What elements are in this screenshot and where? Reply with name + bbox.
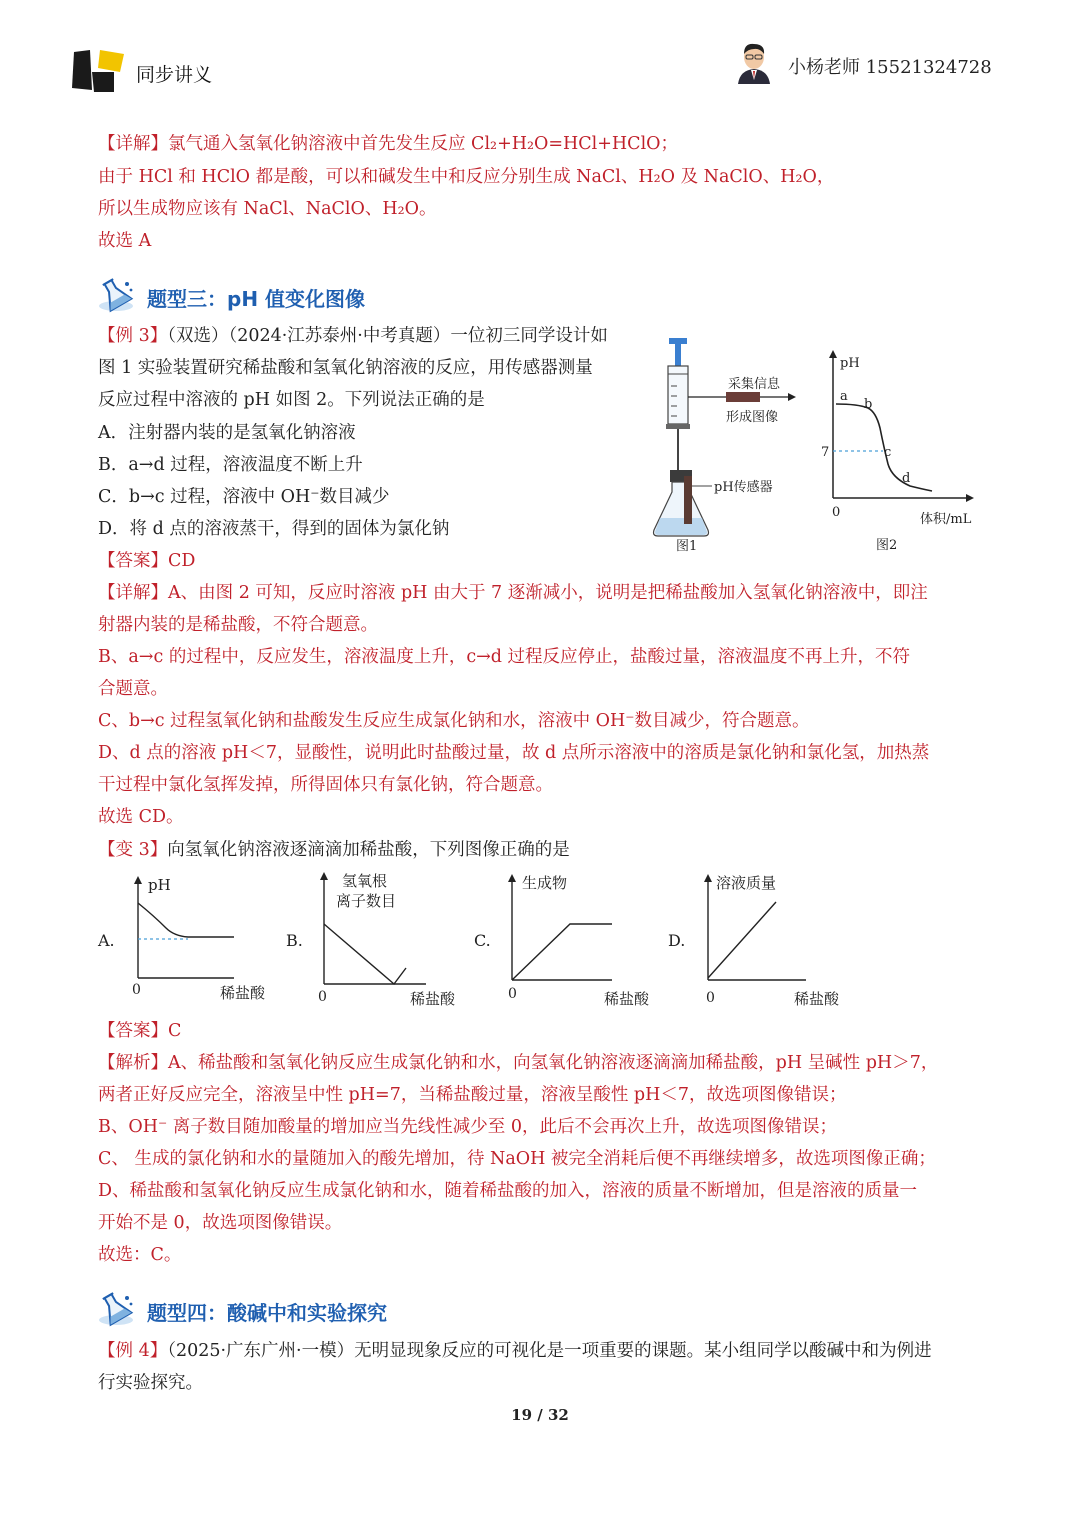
option-a: A．注射器内装的是氢氧化钠溶液	[98, 423, 356, 443]
svg-text:D.: D.	[668, 931, 686, 950]
svg-text:离子数目: 离子数目	[336, 892, 397, 910]
intro-line-4: 故选 A	[98, 231, 152, 251]
example-4-tag: 【例 4】	[98, 1341, 168, 1361]
option-c: C．b→c 过程，溶液中 OH⁻数目减少	[98, 487, 390, 507]
option-d: D．将 d 点的溶液蒸干，得到的固体为氯化钠	[98, 519, 450, 539]
svg-text:氢氧根: 氢氧根	[342, 872, 388, 890]
option-b: B．a→d 过程，溶液温度不断上升	[98, 455, 363, 475]
variant-3-question: 【变 3】向氢氧化钠溶液逐滴滴加稀盐酸，下列图像正确的是	[98, 840, 570, 860]
svg-text:生成物: 生成物	[522, 874, 568, 892]
header-title: 同步讲义	[136, 64, 213, 86]
fig2-point-c: c	[884, 445, 892, 460]
intro-line-3: 所以生成物应该有 NaCl、NaClO、H₂O。	[98, 199, 437, 219]
variant-3-answer: 【答案】C	[98, 1021, 182, 1041]
variant-3-analysis-3: B、OH⁻ 离子数目随加酸量的增加应当先线性减少至 0，此后不会再次上升，故选项图像错误；	[98, 1117, 837, 1137]
example-3-answer: 【答案】CD	[98, 551, 196, 571]
flask-icon	[96, 276, 136, 314]
example-3-detail-6: D、d 点的溶液 pH＜7，显酸性，说明此时盐酸过量，故 d 点所示溶液中的溶质是氯化钠和氯化氢，加热蒸	[98, 743, 930, 763]
svg-text:pH: pH	[148, 876, 171, 894]
fig1-sensor-label: pH传感器	[714, 480, 773, 495]
fig2-point-a: a	[840, 389, 848, 404]
variant-3-analysis-2: 两者正好反应完全，溶液呈中性 pH=7，当稀盐酸过量，溶液呈酸性 pH＜7，故选项图像错误；	[98, 1085, 847, 1105]
variant-3-analysis-6: 开始不是 0，故选项图像错误。	[98, 1213, 343, 1233]
fig2-point-d: d	[902, 471, 911, 486]
section-3-title: 题型三：pH 值变化图像	[147, 287, 366, 311]
fig2-label: 图2	[876, 538, 898, 553]
fig2-ylabel: pH	[840, 356, 860, 371]
example-3-detail-3: B、a→c 的过程中，反应发生，溶液温度上升，c→d 过程反应停止，盐酸过量，溶液温度不再上升，不符	[98, 647, 911, 667]
example-3-line-1: 【例 3】（双选）（2024·江苏泰州·中考真题）一位初三同学设计如	[98, 326, 608, 346]
example-4-line-1: 【例 4】（2025·广东广州·一模）无明显现象反应的可视化是一项重要的课题。某小组同学以酸碱中和为例进	[98, 1341, 932, 1361]
example-3-line-2: 图 1 实验装置研究稀盐酸和氢氧化钠溶液的反应，用传感器测量	[98, 358, 593, 378]
svg-text:C.: C.	[474, 931, 491, 950]
example-3-detail-8: 故选 CD。	[98, 807, 184, 827]
svg-text:稀盐酸: 稀盐酸	[220, 984, 266, 1002]
graph-a	[96, 870, 286, 1010]
fig1-label: 图1	[676, 539, 698, 554]
graph-b	[284, 866, 474, 1012]
example-3-tag: 【例 3】	[98, 326, 168, 346]
variant-3-analysis-5: D、稀盐酸和氢氧化钠反应生成氯化钠和水，随着稀盐酸的加入，溶液的质量不断增加，但是溶液的质量一	[98, 1181, 918, 1201]
fig2-origin: 0	[832, 505, 841, 520]
teacher-contact: 小杨老师 15521324728	[788, 57, 992, 78]
svg-text:稀盐酸: 稀盐酸	[604, 990, 650, 1008]
fig2-point-b: b	[864, 397, 873, 412]
svg-text:稀盐酸: 稀盐酸	[410, 990, 456, 1008]
page-number: 19 / 32	[511, 1406, 569, 1424]
example-3-detail-7: 干过程中氯化氢挥发掉，所得固体只有氯化钠，符合题意。	[98, 775, 553, 795]
svg-text:稀盐酸: 稀盐酸	[794, 990, 840, 1008]
variant-3-analysis-4: C、 生成的氯化钠和水的量随加入的酸先增加，待 NaOH 被完全消耗后便不再继续增多，故选项图像正确；	[98, 1149, 936, 1169]
example-3-line-3: 反应过程中溶液的 pH 如图 2。下列说法正确的是	[98, 390, 485, 410]
graph-d	[666, 866, 866, 1012]
svg-text:0: 0	[318, 989, 327, 1005]
example-3-detail-5: C、b→c 过程氢氧化钠和盐酸发生反应生成氯化钠和水，溶液中 OH⁻数目减少，符合题意。	[98, 711, 810, 731]
figure-2-ph-curve	[818, 348, 980, 556]
svg-text:A.: A.	[98, 931, 115, 950]
svg-text:B.: B.	[286, 931, 303, 950]
intro-line-2: 由于 HCl 和 HClO 都是酸，可以和碱发生中和反应分别生成 NaCl、H₂O 及 NaClO、H₂O，	[98, 167, 835, 187]
figure-1-apparatus	[640, 334, 820, 556]
intro-line-1: 【详解】氯气通入氢氧化钠溶液中首先发生反应 Cl₂+H₂O=HCl+HClO；	[98, 134, 679, 154]
graph-c	[472, 866, 668, 1012]
example-3-detail-2: 射器内装的是稀盐酸，不符合题意。	[98, 615, 378, 635]
fig1-info-1: 采集信息	[728, 377, 781, 392]
example-4-line-2: 行实验探究。	[98, 1373, 203, 1393]
teacher-avatar	[734, 40, 774, 84]
detail-tag: 【详解】	[98, 134, 168, 154]
variant-3-analysis-7: 故选：C。	[98, 1245, 182, 1265]
example-3-detail-4: 合题意。	[98, 679, 168, 699]
flask-icon	[96, 1290, 136, 1328]
brand-logo	[70, 46, 126, 94]
svg-text:0: 0	[132, 982, 141, 998]
svg-text:0: 0	[508, 986, 517, 1002]
svg-text:溶液质量: 溶液质量	[716, 874, 777, 892]
fig1-info-2: 形成图像	[726, 410, 779, 425]
section-4-title: 题型四：酸碱中和实验探究	[147, 1301, 387, 1325]
svg-text:0: 0	[706, 990, 715, 1006]
variant-3-analysis-1: 【解析】A、稀盐酸和氢氧化钠反应生成氯化钠和水，向氢氧化钠溶液逐滴滴加稀盐酸，pH 呈碱性 pH＞7，	[98, 1053, 939, 1073]
fig2-xlabel: 体积/mL	[920, 512, 972, 527]
example-3-detail-1: 【详解】A、由图 2 可知，反应时溶液 pH 由大于 7 逐渐减小，说明是把稀盐酸加入氢氧化钠溶液中，即注	[98, 583, 928, 603]
fig2-seven: 7	[821, 445, 830, 460]
